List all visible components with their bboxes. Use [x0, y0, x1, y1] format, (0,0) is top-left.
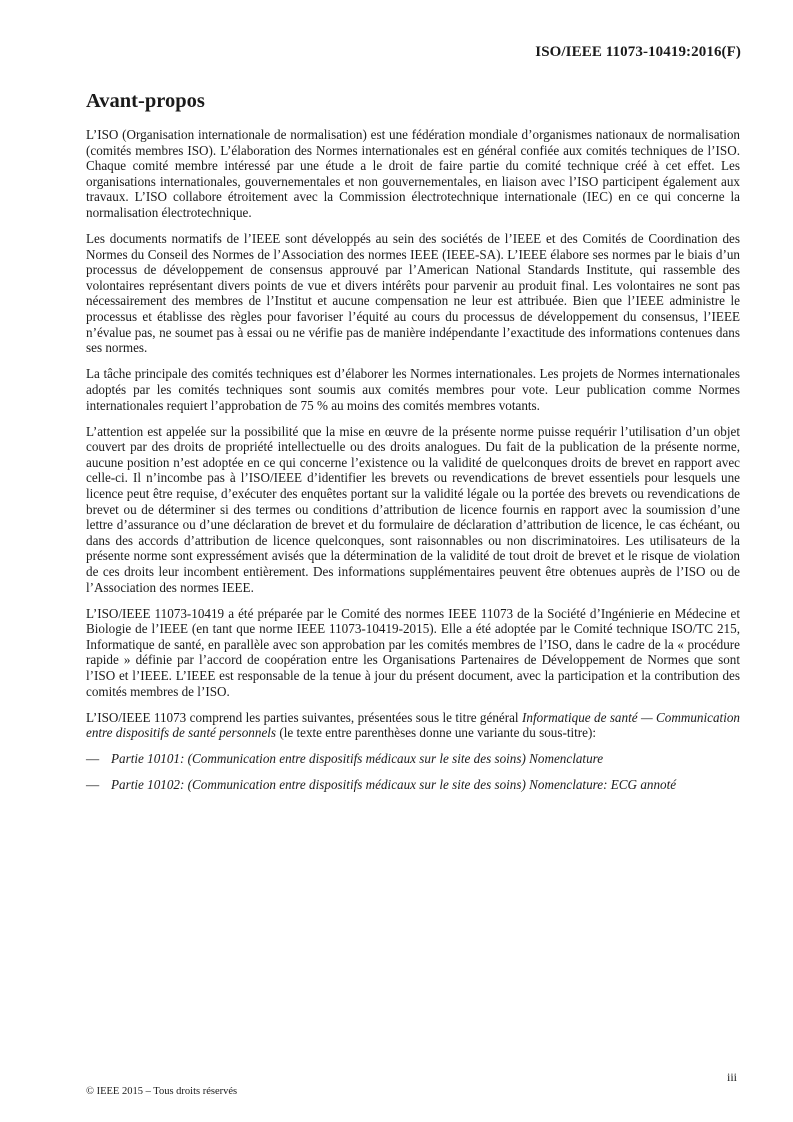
foreword-section	[86, 90, 740, 804]
page-title: Avant-propos	[86, 90, 205, 112]
paragraph-iso-intro: L’ISO (Organisation internationale de normalisation) est une fédération mondiale d’organismes nationaux de normalisation (comités membres ISO). L’élaboration des Normes internationales est en général confiée aux comités techniques de l’ISO. Chaque comité membre intéressé par une étude a le droit de faire partie du comité technique créé à cet effet. Les organisations internationales, gouvernementales et non gouvernementales, en liaison avec l’ISO participent également aux travaux. L’ISO collabore étroitement avec la Commission électrotechnique internationale (IEC) en ce qui concerne la normalisation électrotechnique.	[86, 127, 740, 220]
list-item	[86, 777, 740, 793]
list-dash-marker: —	[86, 751, 100, 767]
page-number: iii	[726, 1070, 737, 1084]
parts-intro-after: (le texte entre parenthèses donne une variante du sous-titre):	[276, 725, 597, 741]
paragraph-preparation: L’ISO/IEEE 11073-10419 a été préparée par le Comité des normes IEEE 11073 de la Société d’Ingénierie en Médecine et Biologie de l’IEEE (en tant que norme IEEE 11073-10419-2015). Elle a été adoptée par le Comité technique ISO/TC 215, Informatique de santé, en parallèle avec son approbation par les comités membres de l’ISO, dans le cadre de la « procédure rapide » définie par l’accord de coopération entre les Organisations Partenaires de Développement de Normes que sont l’ISO et l’IEEE. L’IEEE est responsable de la tenue à jour du présent document, avec la participation et la contribution des comités membres de l’ISO.	[86, 605, 740, 699]
copyright-footer: © IEEE 2015 – Tous droits réservés	[86, 1086, 238, 1097]
list-dash-marker: —	[86, 777, 100, 793]
list-item-text: Partie 10102: (Communication entre dispositifs médicaux sur le site des soins) Nomenclature: ECG annoté	[111, 777, 677, 793]
paragraph-patents: L’attention est appelée sur la possibilité que la mise en œuvre de la présente norme puisse requérir l’utilisation d’un objet couvert par des droits de propriété intellectuelle ou des droits analogues. Du fait de la publication de la présente norme, aucune position n’est adoptée en ce qui concerne l’existence ou la validité de quelconques droits de brevet en rapport avec celle-ci. Il n’incombe pas à l’ISO/IEEE d’identifier les brevets ou revendications de brevet essentiels pour lesquels une licence peut être requise, d’exécuter des enquêtes portant sur la validité légale ou la portée des brevets ou revendications de brevet ou de déterminer si des termes ou conditions d’attribution de licence fournis en rapport avec la soumission d’une lettre d’assurance ou d’une déclaration de brevet et du formulaire de déclaration d’attribution de licence, le cas échéant, ou dans des accords d’attribution de licence quelconques, sont raisonnables ou non discriminatoires. Les utilisateurs de la présente norme sont expressément avisés que la détermination de la validité de tout droit de brevet et le risque de violation de ces droits leur incombent entièrement. Des informations supplémentaires peuvent être obtenues auprès de l’ISO ou de l’Association des normes IEEE.	[86, 423, 740, 595]
list-item	[86, 751, 740, 767]
list-item-text: Partie 10101: (Communication entre dispositifs médicaux sur le site des soins) Nomenclature	[111, 751, 604, 767]
parts-intro-italic-title: Informatique de santé — Communication entre dispositifs de santé personnels	[86, 709, 740, 741]
paragraph-parts-intro	[86, 710, 740, 741]
parts-intro-before: L’ISO/IEEE 11073 comprend les parties suivantes, présentées sous le titre général	[86, 709, 522, 725]
paragraph-ieee-intro: Les documents normatifs de l’IEEE sont développés au sein des sociétés de l’IEEE et des Comités de Coordination des Normes du Conseil des Normes de l’Association des normes IEEE (IEEE-SA). L’IEEE élabore ses normes par le biais d’un processus de développement de consensus approuvé par l’American National Standards Institute, qui rassemble des volontaires représentant divers points de vue et divers intérêts pour parvenir au produit final. Les volontaires ne sont pas nécessairement des membres de l’Institut et aucune compensation ne leur est attribuée. Bien que l’IEEE administre le processus et établisse des règles pour favoriser l’équité au cours du processus de développement du consensus, l’IEEE n’évalue pas, ne soumet pas à essai ou ne vérifie pas de manière indépendante l’exactitude des informations contenues dans ses normes.	[86, 231, 740, 356]
document-identifier: ISO/IEEE 11073-10419:2016(F)	[535, 44, 741, 60]
paragraph-committees: La tâche principale des comités techniques est d’élaborer les Normes internationales. Les projets de Normes internationales adoptés par les comités techniques sont soumis aux comités membres pour vote. Leur publication comme Normes internationales requiert l’approbation de 75 % au moins des comités membres votants.	[86, 366, 740, 413]
